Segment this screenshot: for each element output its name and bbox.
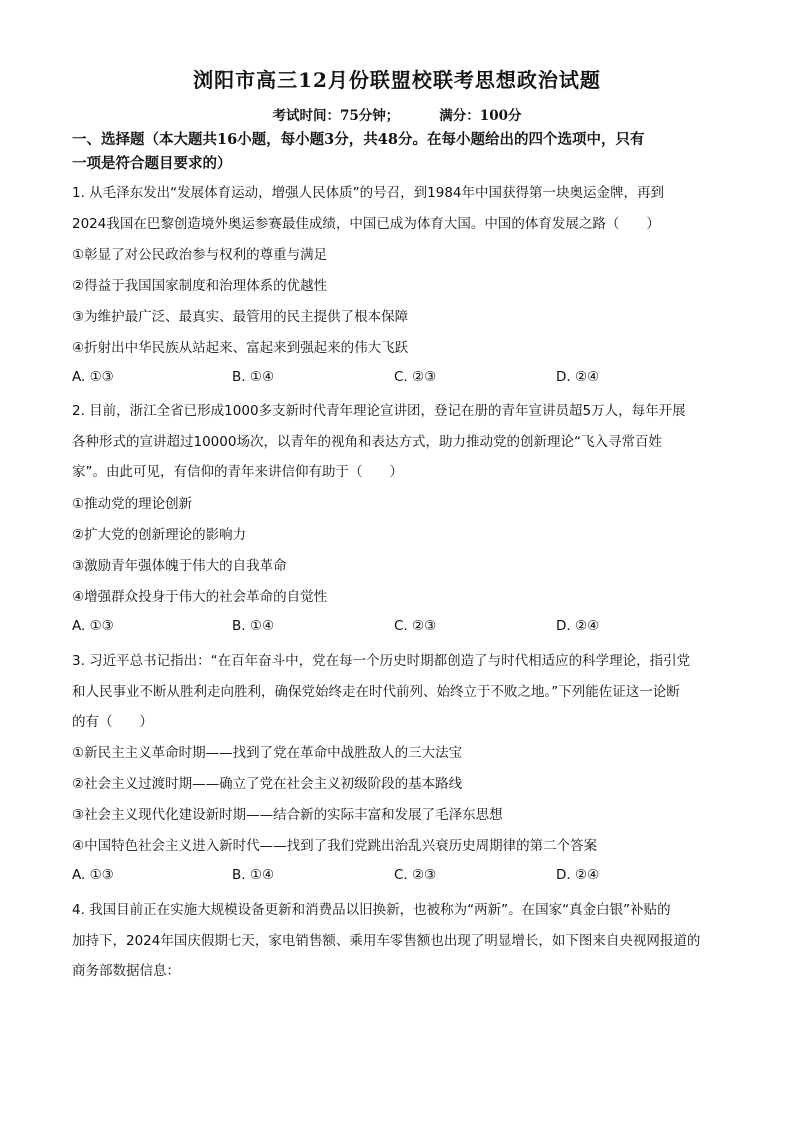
choice-c[interactable]: C. ②③ <box>394 618 437 634</box>
choice-d[interactable]: D. ②④ <box>556 618 600 634</box>
stem-line: 商务部数据信息： <box>72 963 180 979</box>
question-2-stem <box>72 396 732 488</box>
question-3-option-1: ①新民主主义革命时期——找到了党在革命中战胜敌人的三大法宝 <box>72 745 463 761</box>
question-2-option-2: ②扩大党的创新理论的影响力 <box>72 527 247 543</box>
section-heading <box>72 128 732 176</box>
exam-subtitle <box>0 104 794 124</box>
choice-a[interactable]: A. ①③ <box>72 618 114 634</box>
section-heading-line: 一项是符合题目要求的） <box>72 155 232 172</box>
full-score: 满分：100分 <box>439 108 522 124</box>
question-1-option-1: ①彰显了对公民政治参与权利的尊重与满足 <box>72 247 328 263</box>
stem-line: 各种形式的宣讲超过10000场次，以青年的视角和表达方式，助力推动党的创新理论“飞入寻常百姓 <box>72 433 662 450</box>
choice-a[interactable]: A. ①③ <box>72 867 114 883</box>
choice-b[interactable]: B. ①④ <box>232 369 275 385</box>
question-3-option-3: ③社会主义现代化建设新时期——结合新的实际丰富和发展了毛泽东思想 <box>72 807 503 823</box>
question-1-stem <box>72 178 732 239</box>
question-1-option-4: ④折射出中华民族从站起来、富起来到强起来的伟大飞跃 <box>72 340 409 356</box>
choice-d[interactable]: D. ②④ <box>556 369 600 385</box>
question-1-choices <box>72 369 732 389</box>
choice-b[interactable]: B. ①④ <box>232 618 275 634</box>
question-3-option-2: ②社会主义过渡时期——确立了党在社会主义初级阶段的基本路线 <box>72 776 463 792</box>
stem-line: 3. 习近平总书记指出：“在百年奋斗中，党在每一个历史时期都创造了与时代相适应的科学理论，指引党 <box>72 653 691 669</box>
stem-line: 加持下，2024年国庆假期七天，家电销售额、乘用车零售额也出现了明显增长，如下图来自央视网报道的 <box>72 932 701 949</box>
question-2-choices <box>72 618 732 638</box>
question-3-stem <box>72 646 732 738</box>
stem-line: 家”。由此可见，有信仰的青年来讲信仰有助于（ ） <box>72 464 403 480</box>
choice-c[interactable]: C. ②③ <box>394 867 437 883</box>
question-2-option-3: ③激励青年强体魄于伟大的自我革命 <box>72 558 287 574</box>
question-3-option-4: ④中国特色社会主义进入新时代——找到了我们党跳出治乱兴衰历史周期律的第二个答案 <box>72 838 598 854</box>
question-4-stem <box>72 895 732 987</box>
exam-title: 浏阳市高三12月份联盟校联考思想政治试题 <box>193 68 601 92</box>
choice-a[interactable]: A. ①③ <box>72 369 114 385</box>
choice-d[interactable]: D. ②④ <box>556 867 600 883</box>
stem-line: 2. 目前，浙江全省已形成1000多支新时代青年理论宣讲团，登记在册的青年宣讲员超5万人，每年开展 <box>72 403 686 419</box>
choice-b[interactable]: B. ①④ <box>232 867 275 883</box>
stem-line: 的有（ ） <box>72 714 153 730</box>
question-3-choices <box>72 867 732 887</box>
exam-time: 考试时间：75分钟； <box>272 108 400 124</box>
question-1-option-2: ②得益于我国国家制度和治理体系的优越性 <box>72 278 328 294</box>
stem-line: 4. 我国目前正在实施大规模设备更新和消费品以旧换新，也被称为“两新”。在国家“真金白银”补贴的 <box>72 902 671 918</box>
question-1-option-3: ③为维护最广泛、最真实、最管用的民主提供了根本保障 <box>72 309 409 325</box>
choice-c[interactable]: C. ②③ <box>394 369 437 385</box>
stem-line: 2024我国在巴黎创造境外奥运参赛最佳成绩，中国已成为体育大国。中国的体育发展之路（ ） <box>72 215 660 232</box>
stem-line: 和人民事业不断从胜利走向胜利，确保党始终走在时代前列、始终立于不败之地。”下列能佐证这一论断 <box>72 683 680 700</box>
question-2-option-1: ①推动党的理论创新 <box>72 496 193 512</box>
section-heading-line: 一、选择题（本大题共16小题，每小题3分，共48分。在每小题给出的四个选项中，只有 <box>72 131 645 148</box>
stem-line: 1. 从毛泽东发出“发展体育运动，增强人民体质”的号召，到1984年中国获得第一块奥运金牌，再到 <box>72 185 665 201</box>
question-2-option-4: ④增强群众投身于伟大的社会革命的自觉性 <box>72 589 328 605</box>
